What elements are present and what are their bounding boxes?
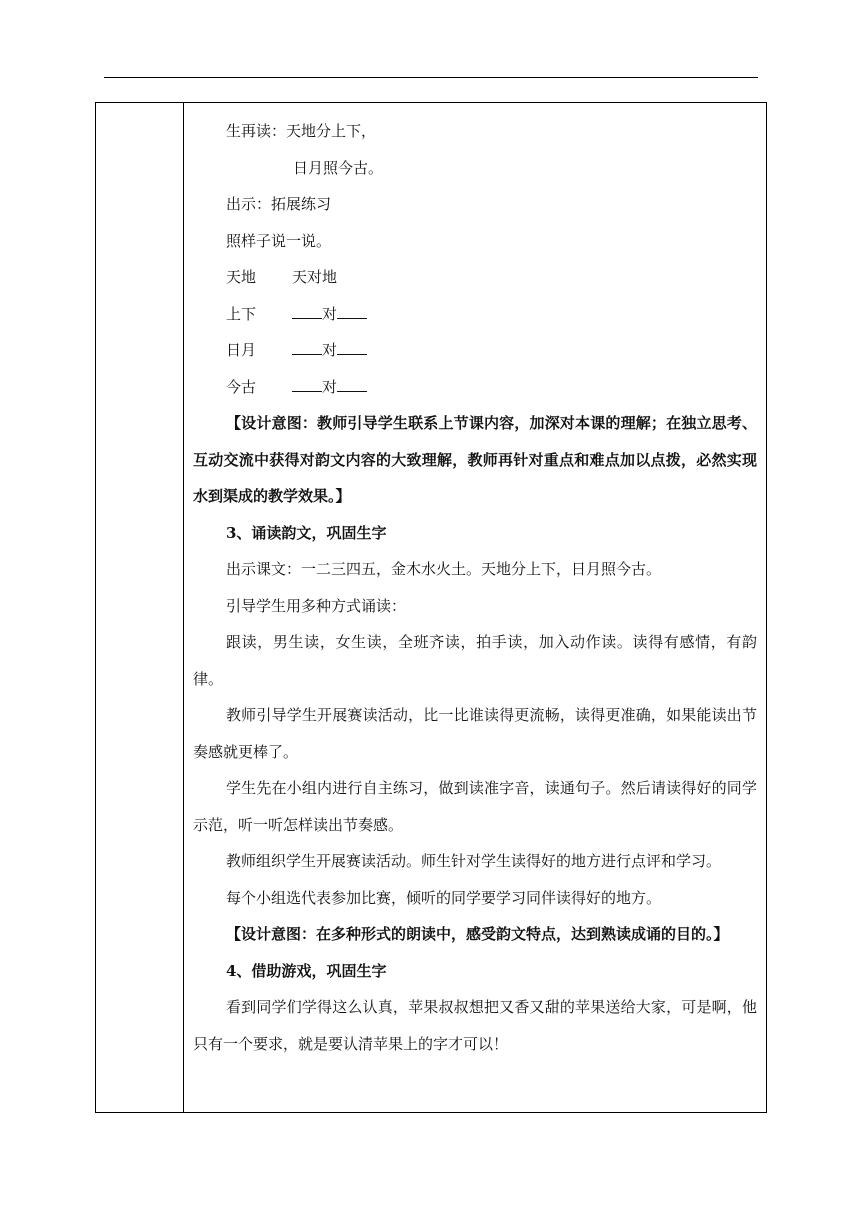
pair-blank: [292, 369, 367, 406]
header-rule: [104, 77, 758, 78]
table-content-cell: [193, 113, 757, 1062]
pair-row: [193, 296, 757, 333]
blank-underline: [292, 304, 322, 319]
pair-row: [193, 332, 757, 369]
lesson-table: [95, 102, 767, 1113]
blank-underline: [337, 304, 367, 319]
pair-dui: 对: [322, 304, 338, 323]
pair-word: 日月: [226, 341, 257, 359]
blank-underline: [292, 340, 322, 355]
para-teacher-organize: 教师组织学生开展赛读活动。师生针对学生读得好的地方进行点评和学习。: [226, 852, 722, 870]
section-heading-4: 4、借助游戏，巩固生字: [226, 961, 387, 980]
pair-row: [193, 259, 757, 296]
para-guide: 引导学生用多种方式诵读：: [226, 596, 407, 615]
blank-underline: [337, 377, 367, 392]
para-group-practice: 学生先在小组内进行自主练习，做到读准字音，读通句子。然后请读得好的同学示范，听一听怎样读出节奏感。: [193, 779, 757, 834]
pair-answer: 天对地: [292, 268, 338, 286]
table-left-cell: [96, 103, 183, 1112]
blank-underline: [337, 340, 367, 355]
pair-dui: 对: [322, 377, 338, 396]
para-follow-read: 跟读，男生读，女生读，全班齐读，拍手读，加入动作读。读得有感情，有韵律。: [193, 633, 757, 688]
pair-row: [193, 369, 757, 406]
pair-blank: [292, 296, 367, 333]
para-apple: 看到同学们学得这么认真，苹果叔叔想把又香又甜的苹果送给大家，可是啊，他只有一个要求，就是要认清苹果上的字才可以！: [193, 998, 757, 1053]
design-intent-1: 【设计意图：教师引导学生联系上节课内容，加深对本课的理解；在独立思考、互动交流中获得对韵文内容的大致理解，教师再针对重点和难点加以点拨，必然实现水到渠成的教学效果。】: [193, 414, 757, 505]
para-each-group: 每个小组选代表参加比赛，倾听的同学要学习同伴读得好的地方。: [226, 888, 662, 907]
section-heading-3: 3、诵读韵文，巩固生字: [226, 523, 387, 542]
line-say-example: 照样子说一说。: [226, 231, 332, 250]
para-show-text: 出示课文：一二三四五，金木水火土。天地分上下，日月照今古。: [226, 560, 662, 578]
pair-word: 天地: [226, 268, 257, 286]
column-divider: [183, 103, 184, 1112]
pair-dui: 对: [322, 341, 338, 359]
line-show-exercise: 出示：拓展练习: [226, 195, 332, 213]
line-reread-2: 日月照今古。: [293, 158, 384, 177]
para-teacher-contest: 教师引导学生开展赛读活动，比一比谁读得更流畅，读得更准确，如果能读出节奏感就更棒了。: [193, 706, 757, 761]
pair-blank: [292, 332, 367, 369]
line-reread: 生再读：天地分上下，: [226, 122, 377, 140]
design-intent-2: 【设计意图：在多种形式的朗读中，感受韵文特点，达到熟读成诵的目的。】: [226, 925, 729, 943]
pair-word: 今古: [226, 377, 257, 396]
pair-word: 上下: [226, 304, 257, 323]
blank-underline: [292, 377, 322, 392]
